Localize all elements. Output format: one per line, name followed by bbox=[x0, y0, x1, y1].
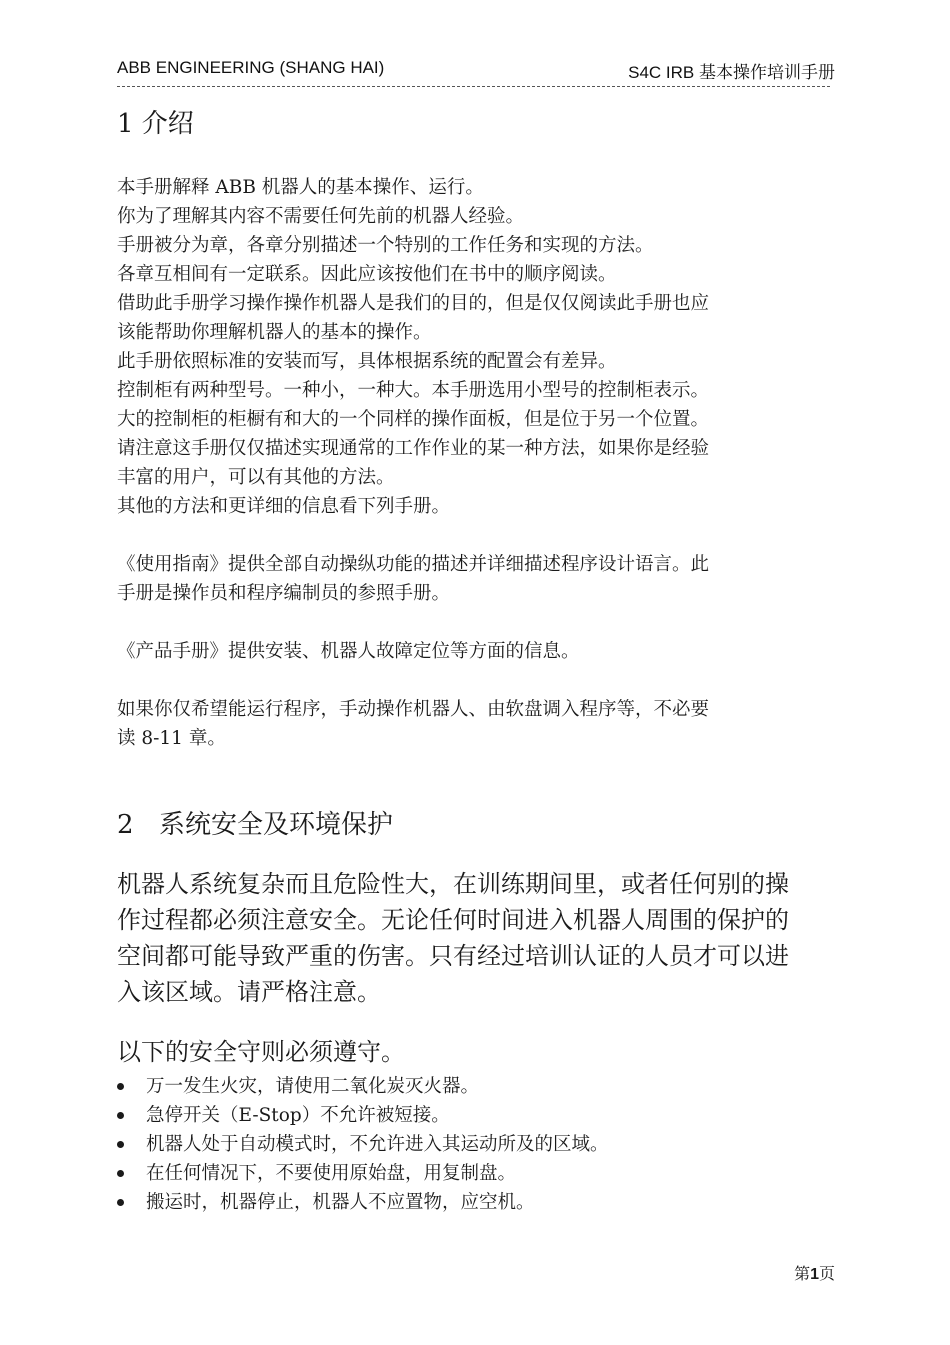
intro-line: 该能帮助你理解机器人的基本的操作。 bbox=[117, 322, 432, 343]
list-item bbox=[117, 1188, 835, 1217]
bullet-icon bbox=[117, 1170, 124, 1177]
warning-line: 作过程都必须注意安全。无论任何时间进入机器人周围的保护的 bbox=[117, 906, 789, 934]
intro-line: 各章互相间有一定联系。因此应该按他们在书中的顺序阅读。 bbox=[117, 264, 617, 285]
rule-text: 机器人处于自动模式时，不允许进入其运动所及的区域。 bbox=[146, 1134, 609, 1155]
intro-line: 控制柜有两种型号。一种小，一种大。本手册选用小型号的控制柜表示。 bbox=[117, 380, 710, 401]
section-2-heading bbox=[117, 806, 393, 844]
list-item bbox=[117, 1101, 835, 1130]
bullet-icon bbox=[117, 1141, 124, 1148]
bullet-icon bbox=[117, 1083, 124, 1090]
note-line: 读 8-11 章。 bbox=[117, 728, 226, 749]
intro-line: 请注意这手册仅仅描述实现通常的工作作业的某一种方法，如果你是经验 bbox=[117, 438, 710, 459]
rule-text: 万一发生火灾，请使用二氧化炭灭火器。 bbox=[146, 1076, 480, 1097]
intro-line: 丰富的用户，可以有其他的方法。 bbox=[117, 467, 395, 488]
section-2-title: 系统安全及环境保护 bbox=[159, 810, 394, 840]
intro-line: 此手册依照标准的安装而写，具体根据系统的配置会有差异。 bbox=[117, 351, 617, 372]
intro-line: 其他的方法和更详细的信息看下列手册。 bbox=[117, 496, 451, 517]
rule-text: 急停开关（E-Stop）不允许被短接。 bbox=[146, 1105, 450, 1126]
safety-rules-title: 以下的安全守则必须遵守。 bbox=[117, 1038, 405, 1066]
usage-guide-line: 《使用指南》提供全部自动操纵功能的描述并详细描述程序设计语言。此 bbox=[117, 554, 710, 575]
usage-guide-line: 手册是操作员和程序编制员的参照手册。 bbox=[117, 583, 451, 604]
page-number bbox=[794, 1262, 835, 1287]
list-item bbox=[117, 1072, 835, 1101]
page-number-value: 1 bbox=[810, 1266, 819, 1283]
intro-line: 你为了理解其内容不需要任何先前的机器人经验。 bbox=[117, 206, 525, 227]
safety-warning bbox=[117, 866, 839, 1010]
intro-line: 大的控制柜的柜橱有和大的一个同样的操作面板，但是位于另一个位置。 bbox=[117, 409, 710, 430]
product-manual-line: 《产品手册》提供安装、机器人故障定位等方面的信息。 bbox=[117, 641, 580, 662]
list-item bbox=[117, 1159, 835, 1188]
header-manual-title: S4C IRB 基本操作培训手册 bbox=[628, 63, 835, 82]
safety-rules-list bbox=[117, 1072, 835, 1217]
rule-text: 在任何情况下，不要使用原始盘，用复制盘。 bbox=[146, 1163, 517, 1184]
intro-line: 借助此手册学习操作操作机器人是我们的目的，但是仅仅阅读此手册也应 bbox=[117, 293, 710, 314]
paragraph-gap bbox=[117, 608, 835, 637]
list-item bbox=[117, 1130, 835, 1159]
page-number-prefix: 第 bbox=[794, 1264, 811, 1283]
rule-text: 搬运时，机器停止，机器人不应置物，应空机。 bbox=[146, 1192, 535, 1213]
intro-line: 手册被分为章，各章分别描述一个特别的工作任务和实现的方法。 bbox=[117, 235, 654, 256]
section-1-heading: 1 介绍 bbox=[117, 109, 194, 139]
warning-line: 入该区域。请严格注意。 bbox=[117, 978, 381, 1006]
paragraph-gap bbox=[117, 666, 835, 695]
note-line: 如果你仅希望能运行程序，手动操作机器人、由软盘调入程序等，不必要 bbox=[117, 699, 710, 720]
paragraph-gap bbox=[117, 521, 835, 550]
section-2-number: 2 bbox=[117, 810, 134, 840]
header-company: ABB ENGINEERING (SHANG HAI) bbox=[117, 58, 385, 77]
page-header bbox=[117, 56, 835, 82]
section-1-body bbox=[117, 173, 835, 753]
bullet-icon bbox=[117, 1112, 124, 1119]
bullet-icon bbox=[117, 1199, 124, 1206]
warning-line: 空间都可能导致严重的伤害。只有经过培训认证的人员才可以进 bbox=[117, 942, 789, 970]
page-number-suffix: 页 bbox=[818, 1264, 835, 1283]
header-divider bbox=[117, 86, 830, 87]
warning-line: 机器人系统复杂而且危险性大，在训练期间里，或者任何别的操 bbox=[117, 870, 789, 898]
intro-line: 本手册解释 ABB 机器人的基本操作、运行。 bbox=[117, 177, 484, 198]
